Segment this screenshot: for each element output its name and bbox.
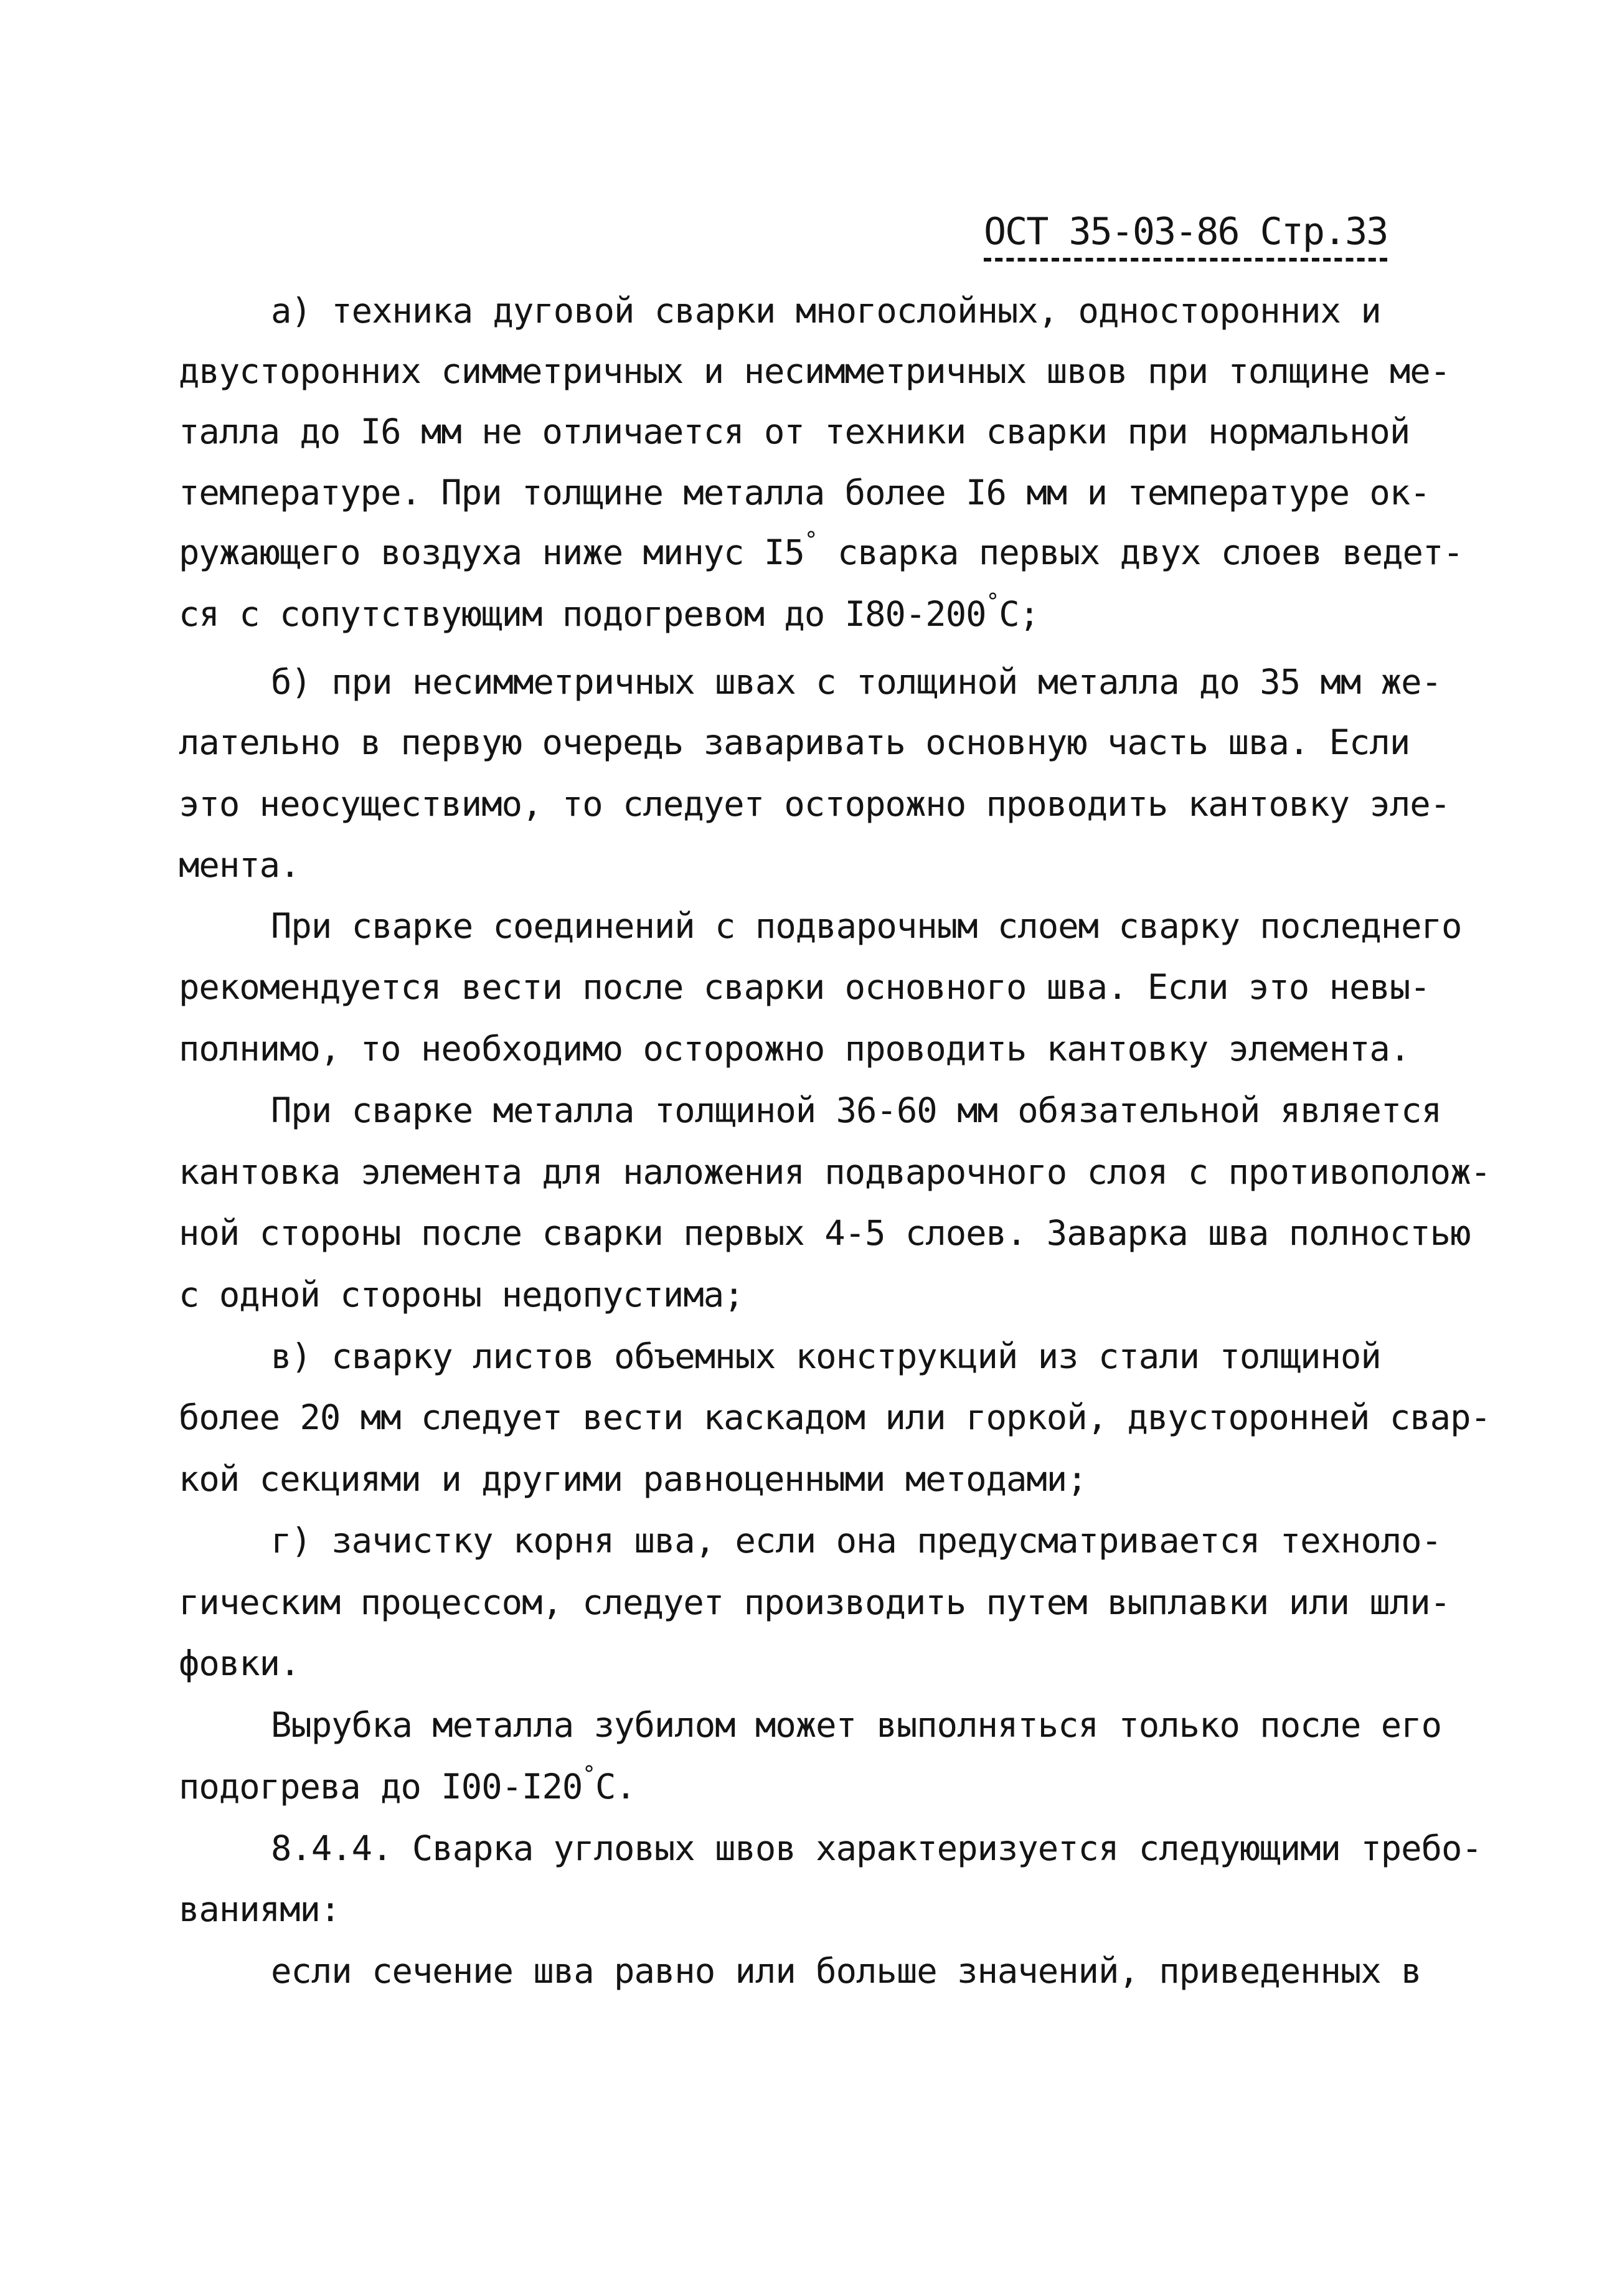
text-line: б) при несимметричных швах с толщиной металла до 35 мм же- bbox=[271, 662, 1442, 702]
page-header: ОСТ 35-03-86 Стр.33 bbox=[984, 207, 1387, 262]
text-line: 8.4.4. Сварка угловых швов характеризуется следующими требо- bbox=[271, 1828, 1482, 1869]
text-line: с одной стороны недопустима; bbox=[179, 1275, 744, 1315]
text-line: более 20 мм следует вести каскадом или горкой, двусторонней свар- bbox=[179, 1397, 1491, 1438]
text-line: а) техника дуговой сварки многослойных, односторонних и bbox=[271, 291, 1381, 331]
degree-sign: ° bbox=[582, 1761, 595, 1787]
text-line: если сечение шва равно или больше значений, приведенных в bbox=[271, 1951, 1421, 1991]
text-line: ной стороны после сварки первых 4-5 слоев. Заварка шва полностью bbox=[179, 1213, 1471, 1254]
text-line: температуре. При толщине металла более I6 мм и температуре ок- bbox=[179, 473, 1430, 513]
text-line: Вырубка металла зубилом может выполняться только после его bbox=[271, 1705, 1442, 1746]
text-line: полнимо, то необходимо осторожно проводить кантовку элемента. bbox=[179, 1029, 1410, 1069]
text-line: При сварке металла толщиной 36-60 мм обязательной является bbox=[271, 1090, 1442, 1131]
text-line: подогрева до I00-I20°С. bbox=[179, 1761, 636, 1807]
text-line: это неосуществимо, то следует осторожно проводить кантовку эле- bbox=[179, 784, 1451, 824]
degree-sign: ° bbox=[804, 527, 818, 553]
text-line: рекомендуется вести после сварки основного шва. Если это невы- bbox=[179, 967, 1430, 1008]
text-line: гическим процессом, следует производить путем выплавки или шли- bbox=[179, 1582, 1451, 1623]
text-line: ружающего воздуха ниже минус I5° сварка первых двух слоев ведет- bbox=[179, 527, 1463, 573]
text-line: двусторонних симметричных и несимметричных швов при толщине ме- bbox=[179, 351, 1451, 392]
text-line: талла до I6 мм не отличается от техники сварки при нормальной bbox=[179, 412, 1410, 452]
text-line: ся с сопутствующим подогревом до I80-200°С; bbox=[179, 588, 1040, 635]
text-line: ваниями: bbox=[179, 1889, 341, 1930]
text-line: кантовка элемента для наложения подварочного слоя с противополож- bbox=[179, 1152, 1491, 1193]
text-line: г) зачистку корня шва, если она предусматривается техноло- bbox=[271, 1521, 1442, 1561]
degree-sign: ° bbox=[986, 588, 999, 615]
text-line: мента. bbox=[179, 845, 300, 886]
text-line: фовки. bbox=[179, 1643, 300, 1684]
text-line: При сварке соединений с подварочным слоем сварку последнего bbox=[271, 906, 1462, 947]
text-line: лательно в первую очередь заваривать основную часть шва. Если bbox=[179, 722, 1410, 763]
text-line: кой секциями и другими равноценными методами; bbox=[179, 1459, 1087, 1500]
text-line: в) сварку листов объемных конструкций из стали толщиной bbox=[271, 1336, 1381, 1377]
